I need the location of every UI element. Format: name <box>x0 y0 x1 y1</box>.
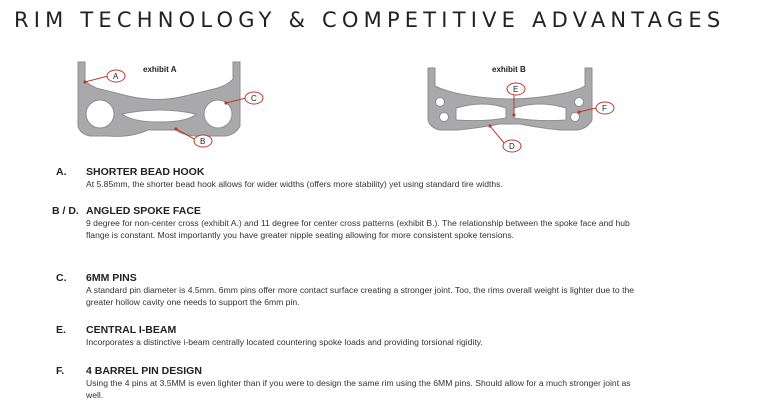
leader-line-d <box>490 126 504 143</box>
feature-letter: E. <box>56 324 66 336</box>
leader-dot-e <box>512 113 515 116</box>
callout-a-label: A <box>113 72 119 81</box>
leader-dot-a <box>83 80 86 83</box>
leader-dot-f <box>577 110 580 113</box>
feature-title: CENTRAL I-BEAM <box>86 324 177 336</box>
feature-description: 9 degree for non-center cross (exhibit A.) and 11 degree for center cross patterns (exhibit B.). The relationship between the spoke face and hub flange is constant. Most importantly you have greater nipple seating allowing for more consistent spoke tensions. <box>86 218 630 240</box>
pin-hole-3 <box>575 98 584 107</box>
feature-title: 6MM PINS <box>86 272 137 284</box>
leader-dot-d <box>488 124 491 127</box>
inner-cavity-b-right <box>514 104 566 121</box>
feature-title: 4 BARREL PIN DESIGN <box>86 365 202 377</box>
feature-letter: C. <box>56 272 67 284</box>
pin-hole-4 <box>571 113 580 122</box>
leader-line-a <box>85 76 108 82</box>
page-title: RIM TECHNOLOGY & COMPETITIVE ADVANTAGES <box>14 8 726 32</box>
feature-letter: A. <box>56 166 67 178</box>
feature-letter: F. <box>56 365 65 377</box>
leader-dot-b <box>174 127 177 130</box>
callout-d-label: D <box>509 142 515 151</box>
pin-cavity-left-a <box>86 100 114 128</box>
exhibit-b-label: exhibit B <box>492 65 526 74</box>
feature-description: Using the 4 pins at 3.5MM is even lighter than if you were to design the same rim using the 6MM pins. Should allow for a much stronger joint as well. <box>86 378 631 400</box>
feature-title: ANGLED SPOKE FACE <box>86 205 201 217</box>
feature-letter: B / D. <box>52 205 79 217</box>
exhibit-a-label: exhibit A <box>143 65 177 74</box>
feature-description: At 5.85mm, the shorter bead hook allows for wider widths (offers more stability) yet using standard tire widths. <box>86 179 503 189</box>
callout-c-label: C <box>251 94 257 103</box>
callout-f-label: F <box>602 104 607 113</box>
leader-dot-c <box>224 101 227 104</box>
inner-cavity-b-left <box>456 104 506 121</box>
feature-title: SHORTER BEAD HOOK <box>86 166 205 178</box>
pin-hole-1 <box>436 98 445 107</box>
callout-e-label: E <box>513 85 519 94</box>
rim-diagram <box>0 48 768 166</box>
pin-hole-2 <box>440 113 449 122</box>
rim-profile-b <box>428 68 592 130</box>
callout-b-label: B <box>200 137 206 146</box>
pin-cavity-right-a <box>204 100 232 128</box>
exhibit-b <box>428 65 614 152</box>
exhibit-a <box>78 62 263 147</box>
feature-description: Incorporates a distinctive i-beam centrally located countering spoke loads and providing torsional rigidity. <box>86 337 483 347</box>
feature-description: A standard pin diameter is 4.5mm. 6mm pins offer more contact surface creating a stronger joint. Too, the rims overall weight is lighter due to the greater hollow cavity one needs to support the 6mm pin. <box>86 285 635 307</box>
